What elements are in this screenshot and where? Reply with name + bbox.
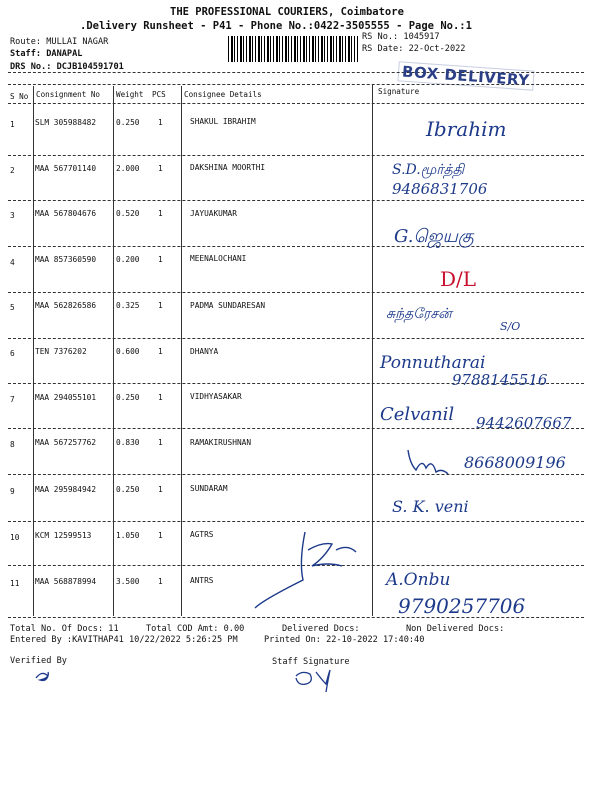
rs-number: RS No.: 1045917	[362, 32, 440, 42]
row-8-weight: 0.830	[116, 438, 140, 447]
runsheet-title: .Delivery Runsheet - P41 - Phone No.:0422-3505555 - Page No.:1	[80, 20, 472, 32]
row-7-pcs: 1	[158, 393, 163, 402]
row-5-pcs: 1	[158, 301, 163, 310]
row-3-consignee: JAYUAKUMAR	[190, 209, 237, 218]
signature-row-6b: 9788145516	[452, 371, 548, 389]
row-10-sno: 10	[10, 533, 20, 542]
row-11-weight: 3.500	[116, 577, 140, 586]
drs-number: DRS No.: DCJB104591701	[10, 62, 124, 72]
row-7-consignment: MAA 294055101	[35, 393, 97, 402]
col-consignment: Consignment No	[36, 90, 101, 99]
row-8-consignee: RAMAKIRUSHNAN	[190, 438, 252, 447]
row-1-weight: 0.250	[116, 118, 140, 127]
row-5-weight: 0.325	[116, 301, 140, 310]
row-3-pcs: 1	[158, 209, 163, 218]
row-10-weight: 1.050	[116, 531, 140, 540]
row-6-pcs: 1	[158, 347, 163, 356]
row-2-consignment: MAA 567701140	[35, 164, 97, 173]
signature-row-8: 8668009196	[464, 453, 566, 472]
signature-row-1: Ibrahim	[426, 117, 507, 141]
row-7-consignee: VIDHYASAKAR	[190, 392, 242, 401]
row-4-sno: 4	[10, 258, 15, 267]
footer-non-delivered: Non Delivered Docs:	[406, 624, 505, 634]
signature-row-5a: சுந்தரேசன்	[386, 306, 452, 322]
signature-row-11a: A.Onbu	[386, 570, 451, 590]
row-9-weight: 0.250	[116, 485, 140, 494]
row-4-consignee: MEENALOCHANI	[190, 254, 247, 263]
footer-printed-on: Printed On: 22-10-2022 17:40:40	[264, 635, 425, 645]
row-3-weight: 0.520	[116, 209, 140, 218]
row-7-weight: 0.250	[116, 393, 140, 402]
row-5-consignee: PADMA SUNDARESAN	[190, 301, 266, 310]
footer-staff-signature: Staff Signature	[272, 657, 350, 667]
row-2-weight: 2.000	[116, 164, 140, 173]
row-9-consignee: SUNDARAM	[190, 484, 228, 493]
signature-row-5b: S/O	[500, 320, 521, 333]
row-7-sno: 7	[10, 395, 15, 404]
row-6-consignee: DHANYA	[190, 347, 219, 356]
row-5-sno: 5	[10, 303, 15, 312]
row-9-sno: 9	[10, 487, 15, 496]
signature-row-2b: 9486831706	[392, 180, 488, 198]
row-2-sno: 2	[10, 166, 15, 175]
box-delivery-stamp: BOX DELIVERY	[397, 61, 534, 90]
row-8-pcs: 1	[158, 438, 163, 447]
footer-verified-by: Verified By	[10, 656, 67, 666]
row-4-weight: 0.200	[116, 255, 140, 264]
row-4-pcs: 1	[158, 255, 163, 264]
col-signature: Signature	[378, 87, 420, 96]
route-label: Route: MULLAI NAGAR	[10, 37, 109, 47]
row-8-sno: 8	[10, 440, 15, 449]
row-4-consignment: MAA 857360590	[35, 255, 97, 264]
row-11-consignment: MAA 568878994	[35, 577, 97, 586]
staff-signature-mark	[296, 670, 330, 692]
row-1-sno: 1	[10, 120, 15, 129]
verified-signature-mark	[36, 672, 48, 681]
row-6-weight: 0.600	[116, 347, 140, 356]
row-9-pcs: 1	[158, 485, 163, 494]
row-11-consignee: ANTRS	[190, 576, 214, 585]
col-pcs: PCS	[152, 90, 166, 99]
signature-row-4-dl: D/L	[440, 267, 477, 291]
row-1-pcs: 1	[158, 118, 163, 127]
footer-entered-by: Entered By :KAVITHAP41 10/22/2022 5:26:25 PM	[10, 635, 238, 645]
footer-total-cod: Total COD Amt: 0.00	[146, 624, 245, 634]
row-3-consignment: MAA 567804676	[35, 209, 97, 218]
col-consignee: Consignee Details	[184, 90, 262, 99]
signature-row-9: S. K. veni	[392, 497, 469, 516]
footer-delivered: Delivered Docs:	[282, 624, 360, 634]
row-10-consignment: KCM 12599513	[35, 531, 92, 540]
row-1-consignment: SLM 305988482	[35, 118, 97, 127]
row-2-consignee: DAKSHINA MOORTHI	[190, 163, 266, 172]
row-9-consignment: MAA 295984942	[35, 485, 97, 494]
signature-row-3: G.ஜெயகு	[394, 226, 474, 247]
row-10-consignee: AGTRS	[190, 530, 214, 539]
row-8-consignment: MAA 567257762	[35, 438, 97, 447]
row-3-sno: 3	[10, 211, 15, 220]
staff-label: Staff: DANAPAL	[10, 49, 83, 59]
row-6-consignment: TEN 7376202	[35, 347, 87, 356]
footer-total-docs: Total No. Of Docs: 11	[10, 624, 119, 634]
row-5-consignment: MAA 562826586	[35, 301, 97, 310]
row-1-consignee: SHAKUL IBRAHIM	[190, 117, 256, 126]
signature-row-2a: S.D.மூர்த்தி	[392, 162, 465, 178]
row-10-pcs: 1	[158, 531, 163, 540]
row-2-pcs: 1	[158, 164, 163, 173]
signature-row-11b: 9790257706	[398, 594, 526, 618]
row-6-sno: 6	[10, 349, 15, 358]
company-title: THE PROFESSIONAL COURIERS, Coimbatore	[170, 6, 404, 18]
signature-row-7b: 9442607667	[476, 414, 572, 432]
rs-date: RS Date: 22-Oct-2022	[362, 44, 466, 54]
col-sno: S No	[10, 92, 29, 101]
col-weight: Weight	[116, 90, 144, 99]
signature-row-7a: Celvanil	[380, 404, 455, 425]
signature-row-6a: Ponnutharai	[380, 353, 486, 373]
row-11-pcs: 1	[158, 577, 163, 586]
row-11-sno: 11	[10, 579, 20, 588]
